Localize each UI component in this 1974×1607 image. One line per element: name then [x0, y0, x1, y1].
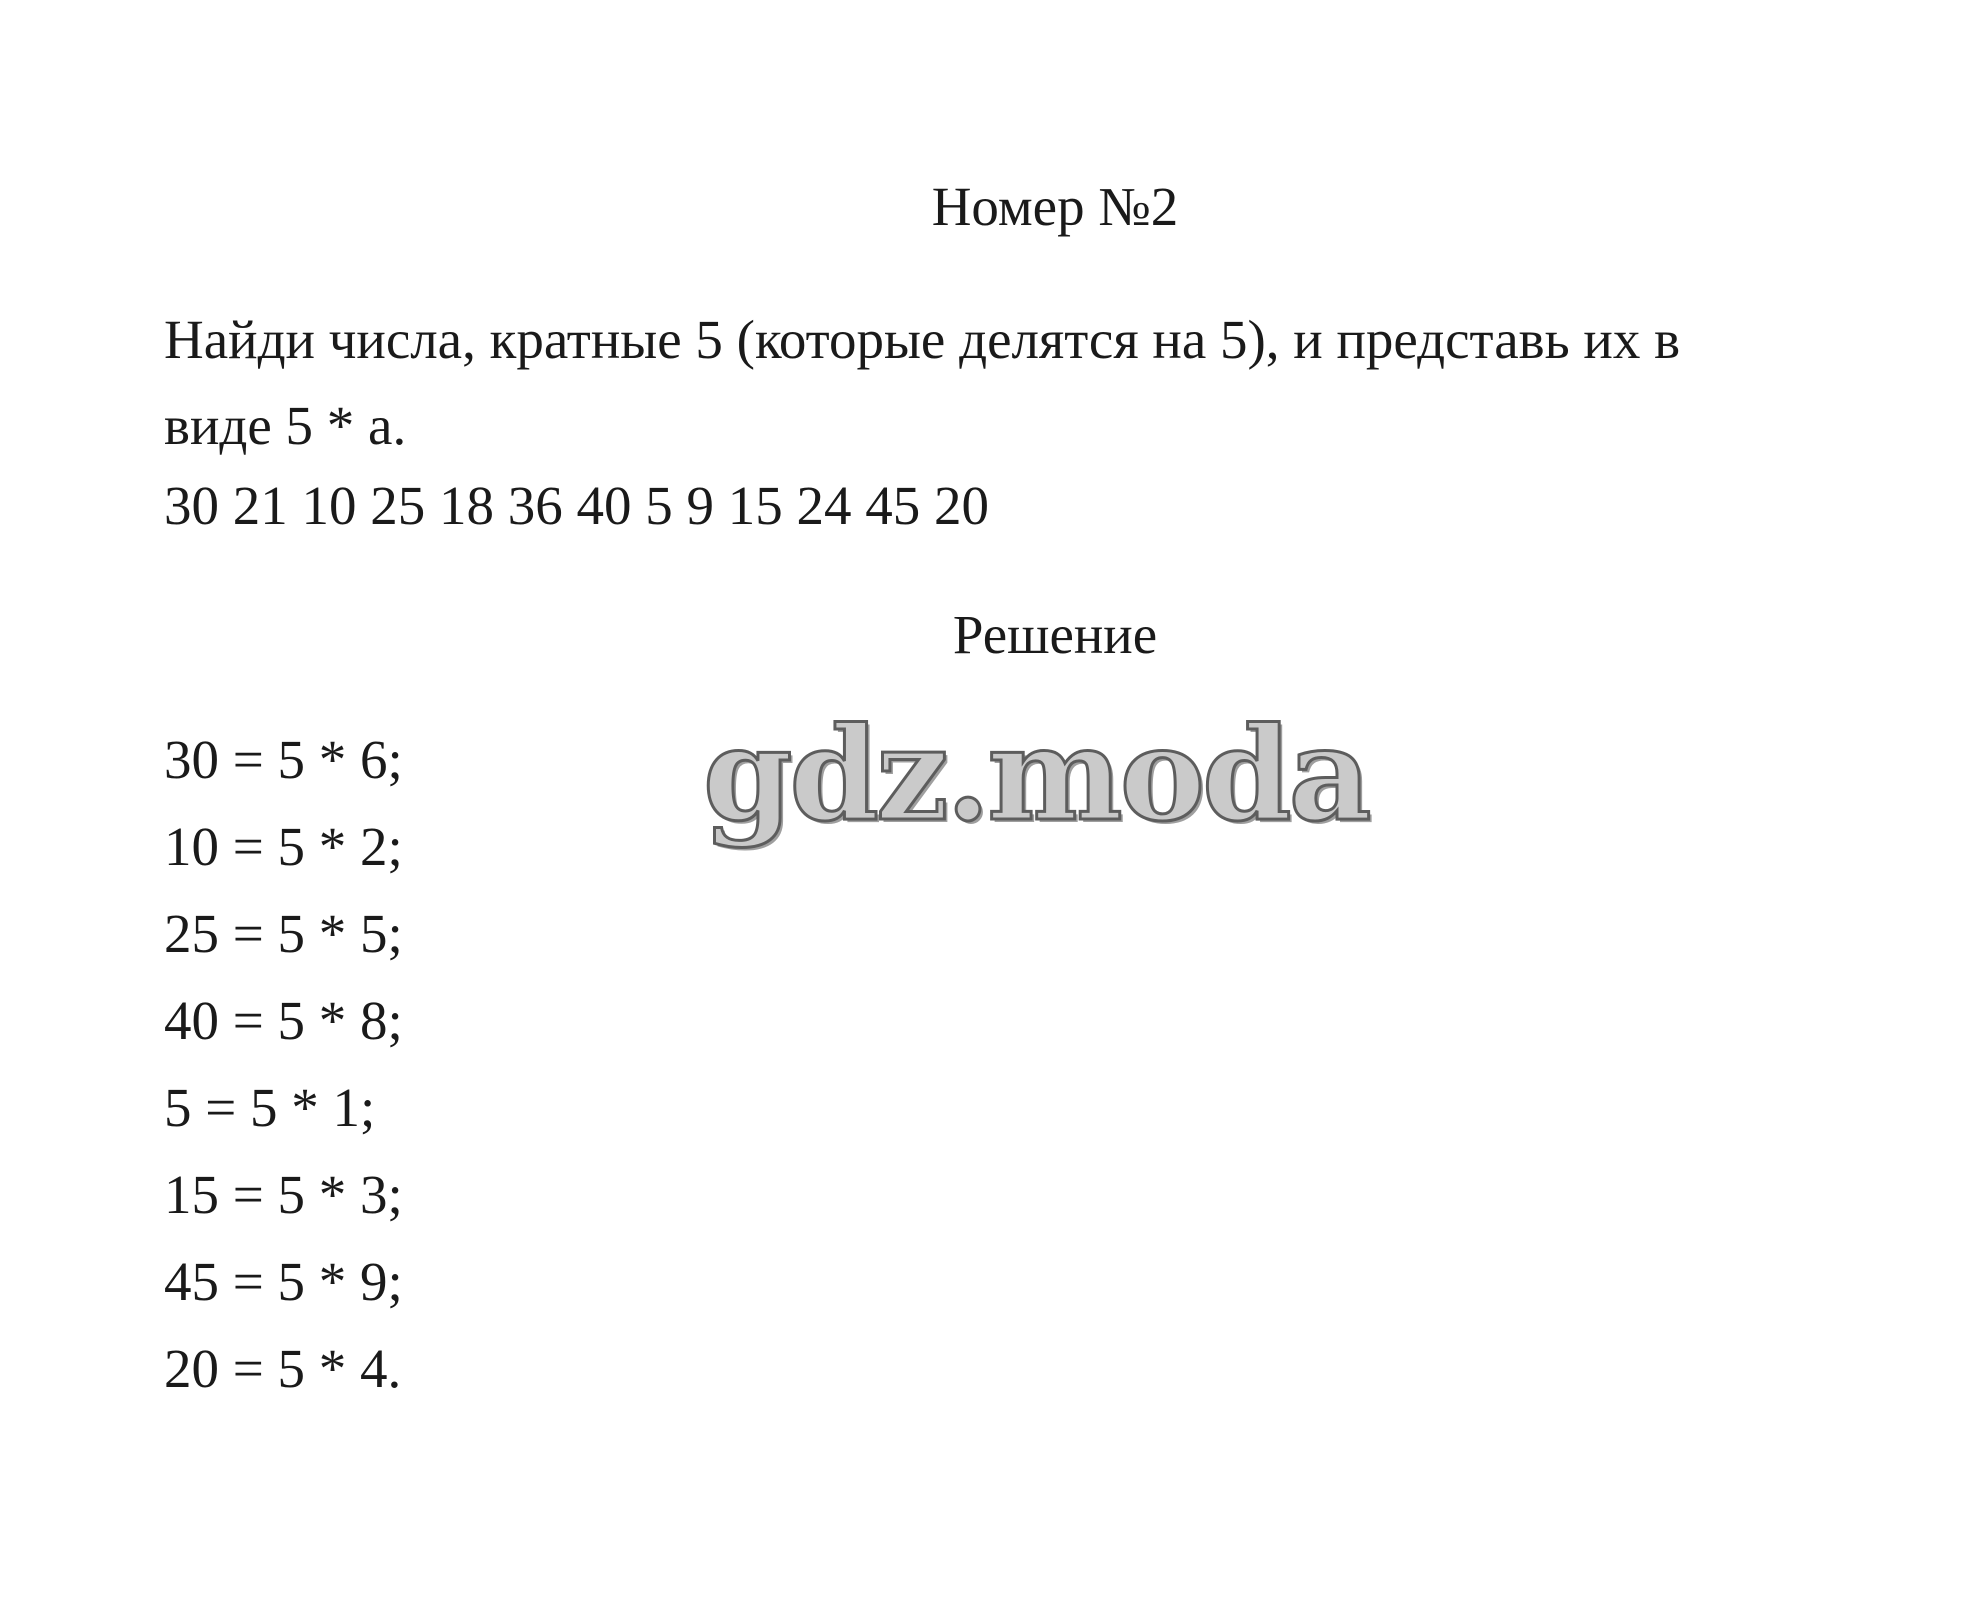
solution-line: 40 = 5 * 8; [164, 990, 403, 1051]
solution-line: 25 = 5 * 5; [164, 903, 403, 964]
solution-line: 45 = 5 * 9; [164, 1251, 403, 1312]
page-title: Номер №2 [931, 176, 1179, 237]
task-text [164, 297, 1864, 469]
solution-line: 20 = 5 * 4. [164, 1338, 402, 1399]
task-line: виде 5 * а. [164, 395, 407, 456]
solution-list [164, 725, 403, 1421]
solution-line: 15 = 5 * 3; [164, 1164, 403, 1225]
watermark-logo: gdz.moda [703, 700, 1369, 850]
task-line: Найди числа, кратные 5 (которые делятся на 5), и представь их в [164, 309, 1681, 370]
solution-line: 30 = 5 * 6; [164, 729, 403, 790]
solution-line: 5 = 5 * 1; [164, 1077, 376, 1138]
solution-heading: Решение [952, 604, 1158, 665]
solution-line: 10 = 5 * 2; [164, 816, 403, 877]
number-sequence: 30 21 10 25 18 36 40 5 9 15 24 45 20 [164, 475, 989, 536]
